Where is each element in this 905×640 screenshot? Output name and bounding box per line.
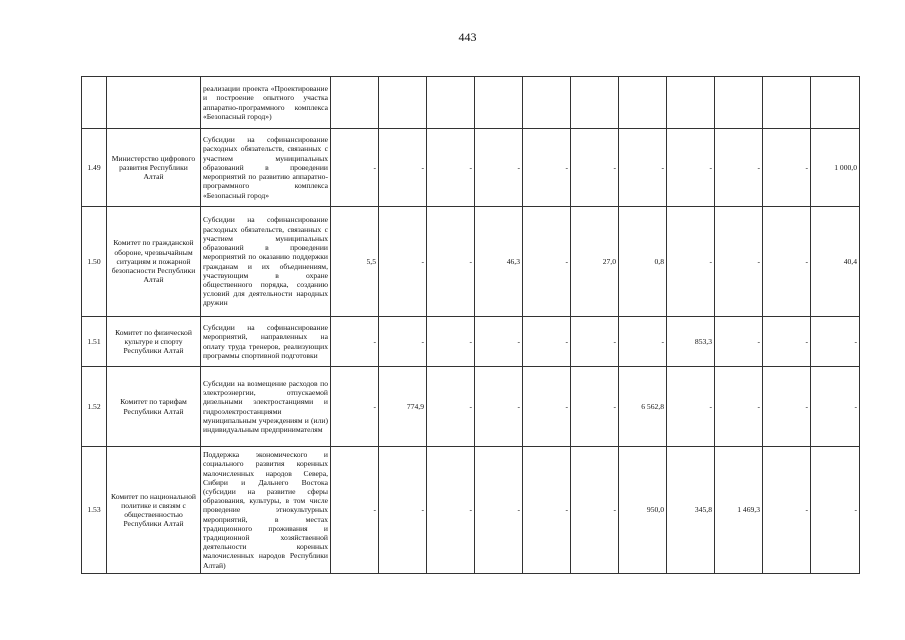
amount-cell: - [331, 447, 379, 574]
amount-cell: - [523, 367, 571, 447]
row-number: 1.52 [82, 367, 107, 447]
page-number: 443 [458, 30, 477, 44]
row-number: 1.53 [82, 447, 107, 574]
table-row [82, 129, 860, 207]
row-number: 1.49 [82, 129, 107, 207]
row-number: 1.51 [82, 317, 107, 367]
amount-cell: - [667, 207, 715, 317]
amount-cell: - [667, 367, 715, 447]
amount-cell: - [667, 129, 715, 207]
amount-cell: 46,3 [475, 207, 523, 317]
amount-cell: - [523, 129, 571, 207]
amount-cell: - [763, 317, 811, 367]
amount-cell: 774,9 [379, 367, 427, 447]
amount-cell: - [379, 317, 427, 367]
amount-cell: - [379, 447, 427, 574]
budget-table [81, 76, 860, 574]
amount-cell: - [523, 447, 571, 574]
subsidy-description: Субсидии на возмещение расходов по электроэнергии, отпускаемой дизельными электростанциями и гидроэлектростанциями муниципальным учреждениям и (или) индивидуальным предпринимателям [201, 367, 331, 447]
amount-cell: - [571, 367, 619, 447]
amount-cell: - [475, 129, 523, 207]
amount-cell: - [523, 317, 571, 367]
amount-cell: - [811, 447, 860, 574]
amount-cell [379, 77, 427, 129]
amount-cell: - [427, 447, 475, 574]
amount-cell: 6 562,8 [619, 367, 667, 447]
amount-cell: 950,0 [619, 447, 667, 574]
organization-name: Комитет по физической культуре и спорту Республики Алтай [107, 317, 201, 367]
row-number [82, 77, 107, 129]
amount-cell: - [571, 447, 619, 574]
amount-cell: - [331, 367, 379, 447]
subsidy-description: Субсидии на софинансирование расходных обязательств, связанных с участием муниципальных образований в проведении мероприятий по развитию аппаратно-программного комплекса «Безопасный город» [201, 129, 331, 207]
amount-cell [715, 77, 763, 129]
amount-cell: - [715, 317, 763, 367]
organization-name: Комитет по национальной политике и связям с общественностью Республики Алтай [107, 447, 201, 574]
amount-cell: - [427, 317, 475, 367]
amount-cell: - [715, 207, 763, 317]
amount-cell: - [379, 207, 427, 317]
table-body [82, 77, 860, 574]
amount-cell: - [331, 129, 379, 207]
organization-name: Комитет по тарифам Республики Алтай [107, 367, 201, 447]
amount-cell [331, 77, 379, 129]
amount-cell: - [763, 129, 811, 207]
amount-cell: - [763, 447, 811, 574]
amount-cell: - [475, 317, 523, 367]
amount-cell: - [571, 317, 619, 367]
amount-cell: - [427, 207, 475, 317]
amount-cell: - [427, 129, 475, 207]
amount-cell: 5,5 [331, 207, 379, 317]
subsidy-description: Поддержка экономического и социального развития коренных малочисленных народов Севера, Сибири и Дальнего Востока (субсидии на развитие сферы образования, культуры, в том числе проведение этнокультурных мероприятий, в местах традиционного проживания и традиционной хозяйственной деятельности коренных малочисленных народов Республики Алтай) [201, 447, 331, 574]
amount-cell: 1 000,0 [811, 129, 860, 207]
subsidy-description: Субсидии на софинансирование расходных обязательств, связанных с участием муниципальных образований в проведении мероприятий по оказанию поддержки гражданам и их объединениям, участвующим в охране общественного порядка, созданию условий для деятельности народных дружин [201, 207, 331, 317]
amount-cell: 27,0 [571, 207, 619, 317]
amount-cell: - [619, 129, 667, 207]
amount-cell: - [715, 129, 763, 207]
amount-cell: - [379, 129, 427, 207]
amount-cell: - [475, 367, 523, 447]
row-number: 1.50 [82, 207, 107, 317]
organization-name [107, 77, 201, 129]
amount-cell: - [619, 317, 667, 367]
table-row [82, 447, 860, 574]
amount-cell: - [331, 317, 379, 367]
amount-cell: - [523, 207, 571, 317]
subsidy-description: Субсидии на софинансирование мероприятий, направленных на оплату труда тренеров, реализующих программы спортивной подготовки [201, 317, 331, 367]
amount-cell: - [571, 129, 619, 207]
amount-cell: - [763, 207, 811, 317]
table-row [82, 317, 860, 367]
organization-name: Министерство цифрового развития Республики Алтай [107, 129, 201, 207]
amount-cell [523, 77, 571, 129]
amount-cell [619, 77, 667, 129]
amount-cell [475, 77, 523, 129]
amount-cell: 40,4 [811, 207, 860, 317]
organization-name: Комитет по гражданской обороне, чрезвычайным ситуациям и пожарной безопасности Республики Алтай [107, 207, 201, 317]
table-row [82, 207, 860, 317]
amount-cell [811, 77, 860, 129]
amount-cell: - [715, 367, 763, 447]
subsidy-description: реализации проекта «Проектирование и построение опытного участка аппаратно-программного комплекса «Безопасный город») [201, 77, 331, 129]
amount-cell: - [811, 367, 860, 447]
amount-cell: 853,3 [667, 317, 715, 367]
table-row [82, 367, 860, 447]
amount-cell: - [763, 367, 811, 447]
amount-cell [571, 77, 619, 129]
table-row [82, 77, 860, 129]
amount-cell [763, 77, 811, 129]
amount-cell: - [427, 367, 475, 447]
amount-cell [667, 77, 715, 129]
amount-cell: 0,8 [619, 207, 667, 317]
amount-cell [427, 77, 475, 129]
amount-cell: - [811, 317, 860, 367]
amount-cell: 1 469,3 [715, 447, 763, 574]
amount-cell: - [475, 447, 523, 574]
amount-cell: 345,8 [667, 447, 715, 574]
